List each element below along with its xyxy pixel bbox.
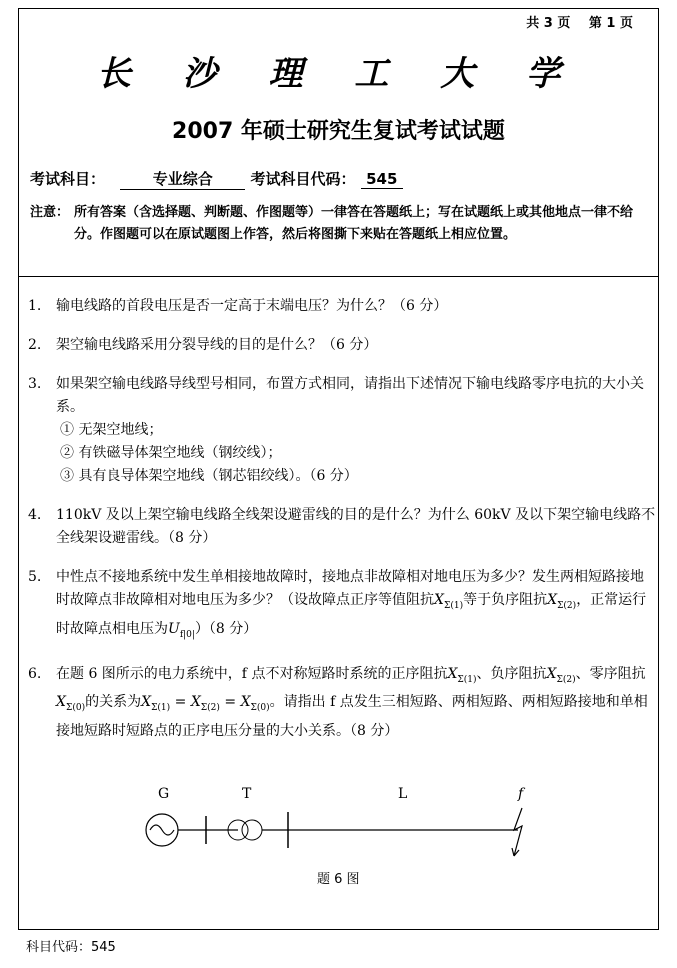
- math-x2: $X_{\Sigma(2)}$: [546, 665, 576, 685]
- subject-code-label: 考试科目代码：: [250, 170, 356, 188]
- exam-title: 2007 年硕士研究生复试考试试题: [172, 119, 505, 144]
- question-text: 输电线路的首段电压是否一定高于末端电压？为什么？（6 分）: [56, 298, 448, 314]
- math-x1: $X_{\Sigma(1)}$: [434, 592, 464, 611]
- question-4: 4. 110kV 及以上架空输电线路全线架设避雷线的目的是什么？为什么 60kV 及以下架空输电线路不全线架设避雷线。（8 分）: [28, 507, 656, 546]
- question-3: 3. 如果架空输电线路导线型号相同，布置方式相同，请指出下述情况下输电线路零序电抗的大小关系。 ① 无架空地线； ② 有铁磁导体架空地线（钢绞线）； ③ 具有良导体架空地线（钢芯铝绞线）。（6 分）: [28, 373, 656, 488]
- fault-lightning-icon: [514, 808, 522, 856]
- subject-code: 545: [361, 170, 403, 189]
- question-text: 如果架空输电线路导线型号相同，布置方式相同，请指出下述情况下输电线路零序电抗的大小关系。: [56, 376, 644, 415]
- subject-label: 考试科目：: [30, 170, 106, 188]
- question-5: 5. 中性点不接地系统中发生单相接地故障时，接地点非故障相对地电压为多少？发生两相短路接地时故障点非故障相对地电压为多少？（设故障点正序等值阻抗$X_{\Sigma(1)}$等于负序阻抗$X_{\Sigma(2)}$，正常运行时故障点相电压为$U_{f|0|})(8$ 分）: [28, 569, 647, 640]
- footer-subject-code: 科目代码：545: [26, 940, 116, 955]
- total-pages: 共 3 页: [526, 16, 571, 31]
- math-relation: $X_{\Sigma(1)} = X_{\Sigma(2)} = X_{\Sigma(0)}$: [141, 694, 270, 714]
- figure-caption: 题 6 图: [317, 872, 360, 887]
- current-page: 第 1 页: [588, 16, 633, 31]
- math-x1: $X_{\Sigma(1)}$: [447, 665, 477, 685]
- question-text: 110kV 及以上架空输电线路全线架设避雷线的目的是什么？为什么 60kV 及以下架空输电线路不全线架设避雷线。（8 分）: [56, 507, 656, 546]
- question-1: 1. 输电线路的首段电压是否一定高于末端电压？为什么？（6 分）: [28, 298, 448, 314]
- generator-wave-icon: [150, 825, 174, 835]
- math-uf: $U_{f|0|}$: [168, 620, 195, 640]
- option-2: ② 有铁磁导体架空地线（钢绞线）；: [60, 445, 282, 461]
- question-6: 6. 在题 6 图所示的电力系统中，f 点不对称短路时系统的正序阻抗$X_{\Sigma(1)}$、负序阻抗$X_{\Sigma(2)}$、零序阻抗$X_{\Sigma(0)}$的关系为$X_{\Sigma(1)} = X_{\Sigma(2)} = X_{\Sigma(0)}$。请指出 f 点发生三相短路、两相短路、两相短路接地和单相接地短路时短路点的正序电压分量的大小关系。（8 分）: [28, 665, 648, 740]
- option-3: ③ 具有良导体架空地线（钢芯铝绞线）。（6 分）: [60, 468, 358, 484]
- math-x0: $X_{\Sigma(0)}$: [56, 694, 86, 714]
- label-f: f: [518, 786, 524, 802]
- question-list: [28, 295, 656, 759]
- divider: [18, 276, 659, 277]
- subject-name: 专业综合: [120, 168, 245, 190]
- notice-text: 所有答案（含选择题、判断题、作图题等）一律答在答题纸上；写在试题纸上或其他地点一律不给分。作图题可以在原试题图上作答，然后将图撕下来贴在答题纸上相应位置。: [74, 205, 634, 242]
- label-g: G: [158, 786, 170, 802]
- university-name: 长 沙 理 工 大 学: [96, 54, 581, 94]
- subject-line: [30, 168, 403, 190]
- label-l: L: [398, 786, 408, 802]
- notice-label: 注意：: [30, 205, 70, 220]
- label-t: T: [242, 786, 252, 802]
- option-1: ① 无架空地线；: [60, 422, 163, 438]
- transformer-coil-2: [242, 820, 262, 840]
- question-text: 架空输电线路采用分裂导线的目的是什么？（6 分）: [56, 337, 378, 353]
- question-2: 2. 架空输电线路采用分裂导线的目的是什么？（6 分）: [28, 337, 378, 353]
- notice: [30, 202, 656, 246]
- page-number: [512, 12, 633, 31]
- math-x2: $X_{\Sigma(2)}$: [547, 592, 577, 611]
